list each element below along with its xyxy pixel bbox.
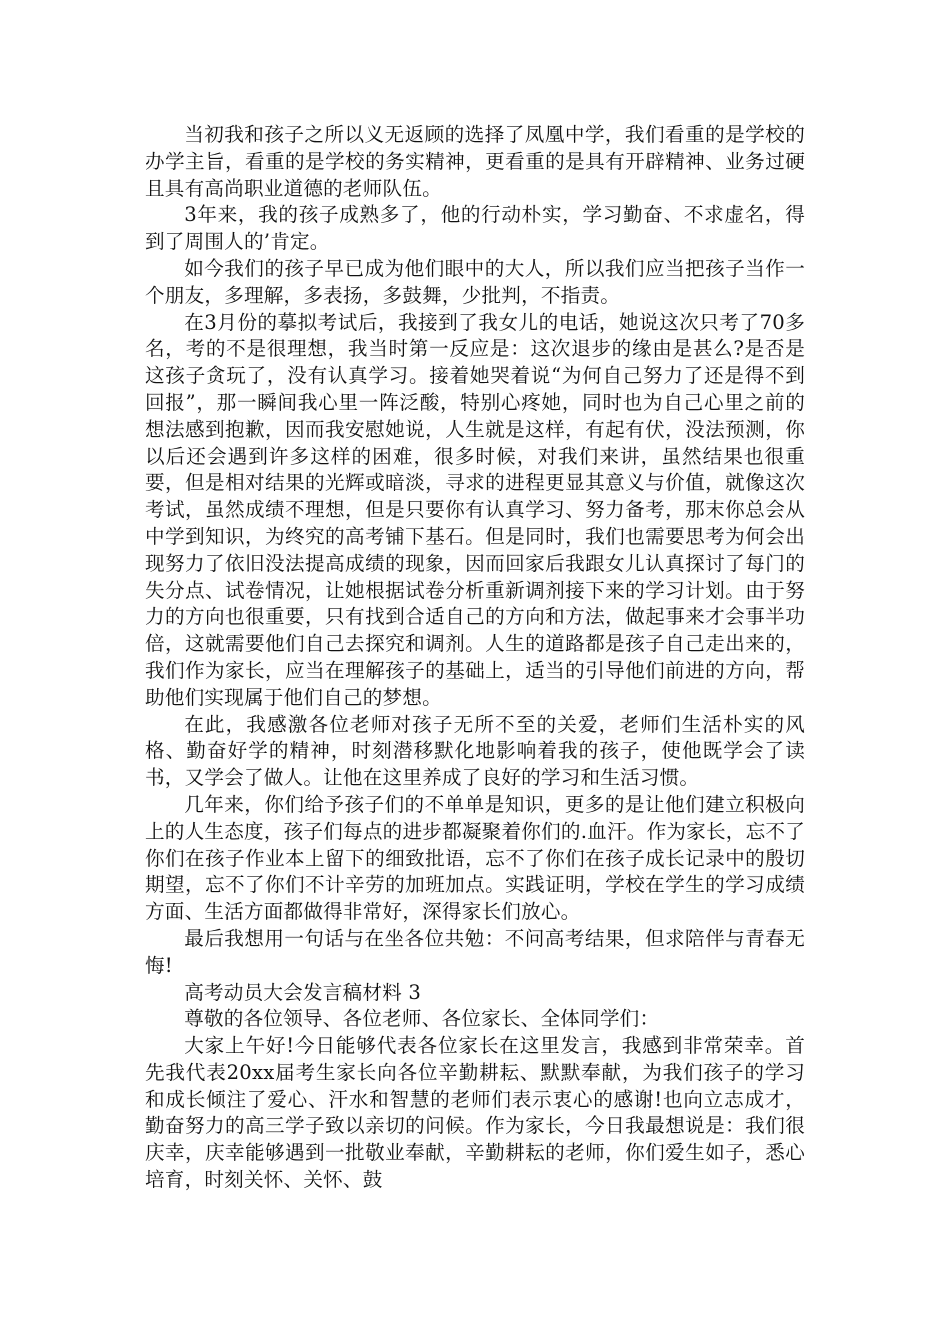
paragraph-school-choice: 当初我和孩子之所以义无返顾的选择了凤凰中学，我们看重的是学校的办学主旨，看重的是学校的务实精神，更看重的是具有开辟精神、业务过硬且具有高尚职业道德的老师队伍。 xyxy=(145,123,805,200)
paragraph-mock-exam: 在3月份的摹拟考试后，我接到了我女儿的电话，她说这次只考了70多名，考的不是很理想，我当时第一反应是：这次退步的缘由是甚么?是否是这孩子贪玩了，没有认真学习。接着她哭着说“为何自己努力了还是得不到回报”，那一瞬间我心里一阵泛酸，特别心疼她，同时也为自己心里之前的想法感到抱歉，因而我安慰她说，人生就是这样，有起有伏，没法预测，你以后还会遇到许多这样的困难，很多时候，对我们来讲，虽然结果也很重要，但是相对结果的光辉或暗淡，寻求的进程更显其意义与价值，就像这次考试，虽然成绩不理想，但是只要你有认真学习、努力备考，那末你总会从中学到知识，为终究的高考铺下基石。但是同时，我们也需要思考为何会出现努力了依旧没法提高成绩的现象，因而回家后我跟女儿认真探讨了每门的失分点、试卷情况，让她根据试卷分析重新调剂接下来的学习计划。由于努力的方向也很重要，只有找到合适自己的方向和方法，做起事来才会事半功倍，这就需要他们自己去探究和调剂。人生的道路都是孩子自己走出来的，我们作为家长，应当在理解孩子的基础上，适当的引导他们前进的方向，帮助他们实现属于他们自己的梦想。 xyxy=(145,310,805,709)
paragraph-treat-as-friend: 如今我们的孩子早已成为他们眼中的大人，所以我们应当把孩子当作一个朋友，多理解，多表扬，多鼓舞，少批判，不指责。 xyxy=(145,256,805,307)
document-body xyxy=(145,122,805,1194)
paragraph-salutation: 尊敬的各位领导、各位老师、各位家长、全体同学们： xyxy=(184,1007,660,1031)
paragraph-closing: 最后我想用一句话与在坐各位共勉：不问高考结果，但求陪伴与青春无悔! xyxy=(145,926,805,977)
paragraph-three-years: 3年来，我的孩子成熟多了，他的行动朴实，学习勤奋、不求虚名，得到了周围人的’肯定。 xyxy=(145,203,805,254)
paragraph-years-of-care: 几年来，你们给予孩子们的不单单是知识，更多的是让他们建立积极向上的人生态度，孩子们每点的进步都凝聚着你们的.血汗。作为家长，忘不了你们在孩子作业本上留下的细致批语，忘不了你们在孩子成长记录中的殷切期望，忘不了你们不计辛劳的加班加点。实践证明，学校在学生的学习成绩方面、生活方面都做得非常好，深得家长们放心。 xyxy=(145,792,805,924)
paragraph-greeting: 大家上午好!今日能够代表各位家长在这里发言，我感到非常荣幸。首先我代表20xx届考生家长向各位辛勤耕耘、默默奉献，为我们孩子的学习和成长倾注了爱心、汗水和智慧的老师们表示衷心的感谢!也向立志成才，勤奋努力的高三学子致以亲切的问候。作为家长，今日我最想说是：我们很庆幸，庆幸能够遇到一批敬业奉献，辛勤耕耘的老师，你们爱生如子，悉心培育，时刻关怀、关怀、鼓 xyxy=(145,1034,805,1192)
paragraph-thanks-teachers: 在此，我感激各位老师对孩子无所不至的关爱，老师们生活朴实的风格、勤奋好学的精神，时刻潜移默化地影响着我的孩子，使他既学会了读书，又学会了做人。让他在这里养成了良好的学习和生活习惯。 xyxy=(145,712,805,790)
section-heading: 高考动员大会发言稿材料 3 xyxy=(184,980,422,1004)
